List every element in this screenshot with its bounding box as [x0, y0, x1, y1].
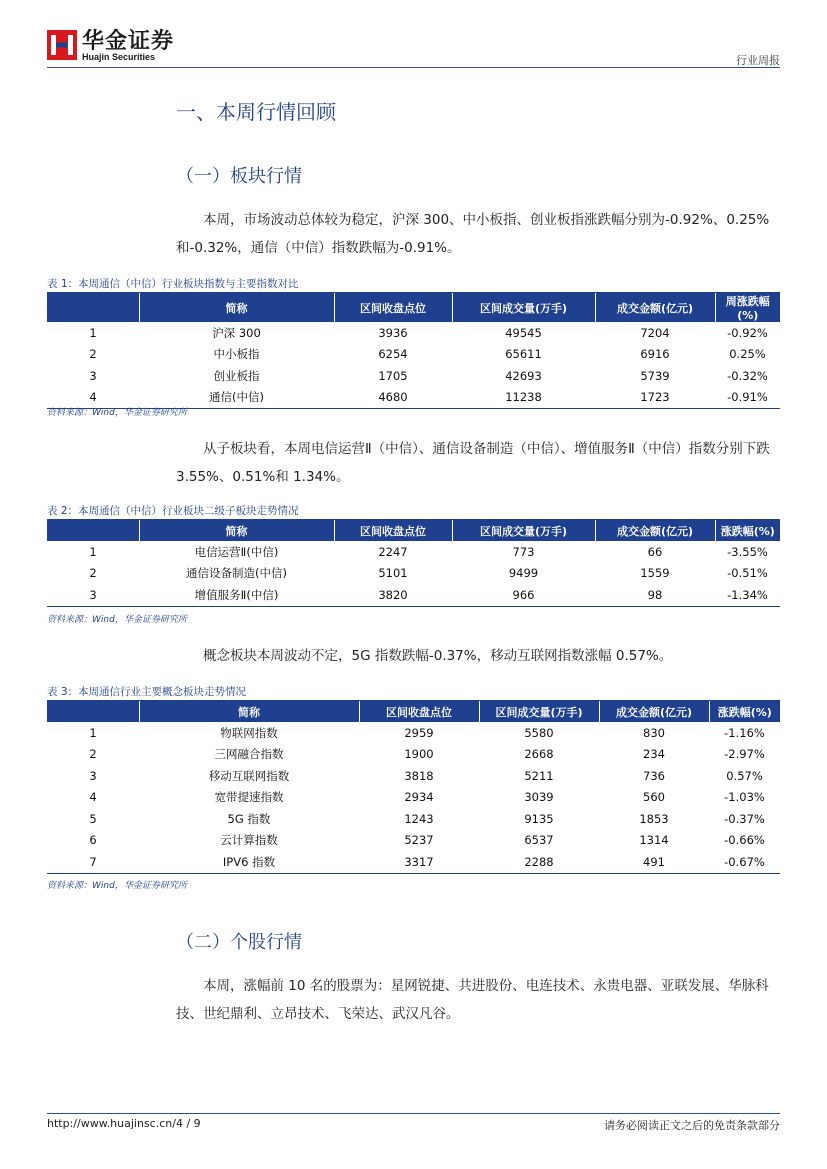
- table-cell: 98: [595, 584, 715, 606]
- column-header: 成交金额(亿元): [595, 520, 715, 541]
- table-cell: 7: [47, 851, 139, 873]
- column-header: 区间成交量(万手): [452, 520, 595, 541]
- column-header: 区间收盘点位: [334, 520, 452, 541]
- table-cell: 3: [47, 584, 139, 606]
- table-cell: 3818: [404, 768, 434, 783]
- table-cell: 3820: [334, 584, 452, 606]
- column-header: 简称: [139, 701, 359, 722]
- column-header: 成交金额(亿元): [599, 701, 709, 722]
- table-cell: 0.25%: [729, 347, 766, 362]
- table-cell: 物联网指数: [220, 725, 278, 740]
- table-cell: 1723: [595, 387, 715, 409]
- table-row: [47, 808, 780, 830]
- column-header: 区间收盘点位: [359, 701, 479, 722]
- table-cell: 5739: [640, 368, 670, 383]
- table-cell: 5580: [524, 725, 554, 740]
- table-cell: 1314: [639, 833, 669, 848]
- column-header: 周涨跌幅(%): [715, 293, 780, 322]
- footer-url-page[interactable]: http://www.huajinsc.cn/4 / 9: [47, 1117, 201, 1130]
- table-row: [47, 365, 780, 387]
- table-cell: -3.55%: [727, 544, 768, 559]
- table-cell: 7204: [640, 325, 670, 340]
- table-cell: 创业板指: [213, 368, 260, 383]
- table-header-row: [47, 701, 780, 722]
- table-row: [47, 563, 780, 585]
- table-cell: 云计算指数: [220, 833, 278, 848]
- table-cell: 6537: [524, 833, 554, 848]
- footer-disclaimer-note: 请务必阅读正文之后的免责条款部分: [604, 1119, 780, 1132]
- table-cell: 65611: [505, 347, 542, 362]
- table-cell: 6916: [640, 347, 670, 362]
- table-cell: 830: [643, 725, 665, 740]
- table-cell: -2.97%: [724, 747, 765, 762]
- table-cell: 4: [47, 387, 139, 409]
- table-cell: 4680: [334, 387, 452, 409]
- column-header: [47, 293, 139, 322]
- table-cell: 2934: [404, 790, 434, 805]
- table-cell: 移动互联网指数: [208, 768, 290, 783]
- table-cell: 3936: [378, 325, 408, 340]
- table-cell: 491: [599, 851, 709, 873]
- table-cell: 234: [643, 747, 665, 762]
- table-cell: 通信(中信): [139, 387, 334, 409]
- table-cell: 1853: [639, 811, 669, 826]
- table-row: [47, 744, 780, 766]
- table-cell: -0.66%: [724, 833, 765, 848]
- column-header: 成交金额(亿元): [595, 293, 715, 322]
- table-cell: 1: [89, 544, 97, 559]
- table-cell: 66: [647, 544, 663, 559]
- table-cell: 11238: [452, 387, 595, 409]
- column-header: 简称: [139, 293, 334, 322]
- table-1-index-comparison: [47, 293, 780, 409]
- paragraph-market-overview: [176, 206, 780, 262]
- table-cell: -0.92%: [727, 325, 768, 340]
- table-cell: 5G 指数: [227, 811, 271, 826]
- logo-english-name: Huajin Securities: [82, 52, 156, 62]
- table-cell: 3317: [359, 851, 479, 873]
- column-header: 区间成交量(万手): [452, 293, 595, 322]
- report-type-label: 行业周报: [736, 54, 780, 67]
- column-header: 区间成交量(万手): [479, 701, 599, 722]
- column-header: 涨跌幅(%): [709, 701, 780, 722]
- table-3-source: 资料来源：Wind，华金证券研究所: [47, 881, 187, 891]
- table-cell: 增值服务Ⅱ(中信): [139, 584, 334, 606]
- table-cell: 560: [643, 790, 665, 805]
- paragraph-top-gainers: [176, 972, 780, 1028]
- table-cell: 5211: [524, 768, 554, 783]
- table-row: [47, 584, 780, 606]
- table-cell: -0.37%: [724, 811, 765, 826]
- table-cell: -0.67%: [709, 851, 780, 873]
- table-3-concept-sectors: [47, 701, 780, 874]
- table-cell: 1: [89, 325, 97, 340]
- table-cell: 736: [643, 768, 665, 783]
- page-header: [0, 0, 827, 70]
- table-cell: 2: [89, 347, 97, 362]
- table-cell: 沪深 300: [212, 325, 261, 340]
- table-row: [47, 765, 780, 787]
- table-cell: 三网融合指数: [214, 747, 284, 762]
- table-3-caption: 表 3：本周通信行业主要概念板块走势情况: [47, 686, 247, 698]
- table-cell: 0.57%: [726, 768, 763, 783]
- footer-divider: [47, 1113, 780, 1114]
- table-row: [47, 541, 780, 563]
- logo-chinese-name: 华金证券: [82, 29, 175, 54]
- column-header: [47, 520, 139, 541]
- table-cell: 5: [89, 811, 97, 826]
- huajin-logo-icon: [47, 30, 77, 60]
- table-cell: 1559: [640, 566, 670, 581]
- table-cell: 42693: [505, 368, 542, 383]
- table-cell: 9499: [508, 566, 539, 581]
- column-header: [47, 701, 139, 722]
- paragraph-text: 本周，市场波动总体较为稳定，沪深 300、中小板指、创业板指涨跌幅分别为-0.92%、0.25%和-0.32%，通信（中信）指数跌幅为-0.91%。: [176, 212, 770, 256]
- table-row: [47, 344, 780, 366]
- table-cell: 电信运营Ⅱ(中信): [194, 544, 279, 559]
- paragraph-text: 从子板块看，本周电信运营Ⅱ（中信）、通信设备制造（中信）、增值服务Ⅱ（中信）指数分别下跌 3.55%、0.51%和 1.34%。: [176, 441, 770, 485]
- table-cell: 1900: [404, 747, 434, 762]
- table-cell: 通信设备制造(中信): [186, 566, 287, 581]
- paragraph-text: 概念板块本周波动不定，5G 指数跌幅-0.37%，移动互联网指数涨幅 0.57%。: [203, 648, 673, 664]
- paragraph-sub-sectors: [176, 435, 780, 491]
- section-title: 一、本周行情回顾: [176, 100, 336, 124]
- table-cell: 4: [89, 790, 97, 805]
- table-cell: -1.34%: [715, 584, 780, 606]
- table-cell: 6: [89, 833, 97, 848]
- table-cell: 773: [512, 544, 535, 559]
- table-2-source: 资料来源：Wind，华金证券研究所: [47, 615, 187, 625]
- table-cell: 5101: [378, 566, 408, 581]
- table-cell: 6254: [378, 347, 408, 362]
- subsection-title-stocks: （二）个股行情: [176, 932, 302, 953]
- table-cell: 3: [89, 768, 97, 783]
- table-cell: 3: [89, 368, 97, 383]
- table-cell: 2288: [479, 851, 599, 873]
- table-cell: 2668: [524, 747, 554, 762]
- table-cell: 2959: [404, 725, 434, 740]
- table-1-source: 资料来源：Wind，华金证券研究所: [47, 408, 187, 418]
- table-cell: 1: [89, 725, 97, 740]
- table-cell: 中小板指: [213, 347, 260, 362]
- paragraph-text: 本周，涨幅前 10 名的股票为：星网锐捷、共进股份、电连技术、永贵电器、亚联发展、华脉科技、世纪鼎利、立昂技术、飞荣达、武汉凡谷。: [176, 978, 769, 1022]
- table-cell: 49545: [505, 325, 542, 340]
- table-row: [47, 722, 780, 744]
- table-cell: -0.32%: [727, 368, 768, 383]
- column-header: 涨跌幅(%): [715, 520, 780, 541]
- column-header: 区间收盘点位: [334, 293, 452, 322]
- table-cell: 1705: [378, 368, 408, 383]
- table-cell: 宽带提速指数: [214, 790, 284, 805]
- table-cell: IPV6 指数: [139, 851, 359, 873]
- table-cell: 2: [89, 566, 97, 581]
- table-header-row: [47, 293, 780, 322]
- table-cell: 3039: [524, 790, 554, 805]
- table-cell: -1.16%: [724, 725, 765, 740]
- table-header-row: [47, 520, 780, 541]
- table-2-caption: 表 2：本周通信（中信）行业板块二级子板块走势情况: [47, 505, 299, 517]
- table-cell: 1243: [404, 811, 434, 826]
- table-cell: -0.51%: [727, 566, 768, 581]
- table-row: [47, 322, 780, 344]
- table-cell: 966: [452, 584, 595, 606]
- table-cell: 2247: [378, 544, 408, 559]
- table-1-caption: 表 1：本周通信（中信）行业板块指数与主要指数对比: [47, 278, 299, 290]
- table-cell: 5237: [404, 833, 434, 848]
- header-divider: [47, 67, 780, 68]
- table-row: [47, 830, 780, 852]
- table-row: [47, 787, 780, 809]
- column-header: 简称: [139, 520, 334, 541]
- table-cell: 9135: [524, 811, 554, 826]
- table-row: [47, 851, 780, 873]
- table-cell: -1.03%: [724, 790, 765, 805]
- table-2-sub-sectors: [47, 520, 780, 607]
- paragraph-concepts: [176, 642, 780, 670]
- table-cell: -0.91%: [715, 387, 780, 409]
- subsection-title-sector: （一）板块行情: [176, 166, 302, 187]
- table-cell: 2: [89, 747, 97, 762]
